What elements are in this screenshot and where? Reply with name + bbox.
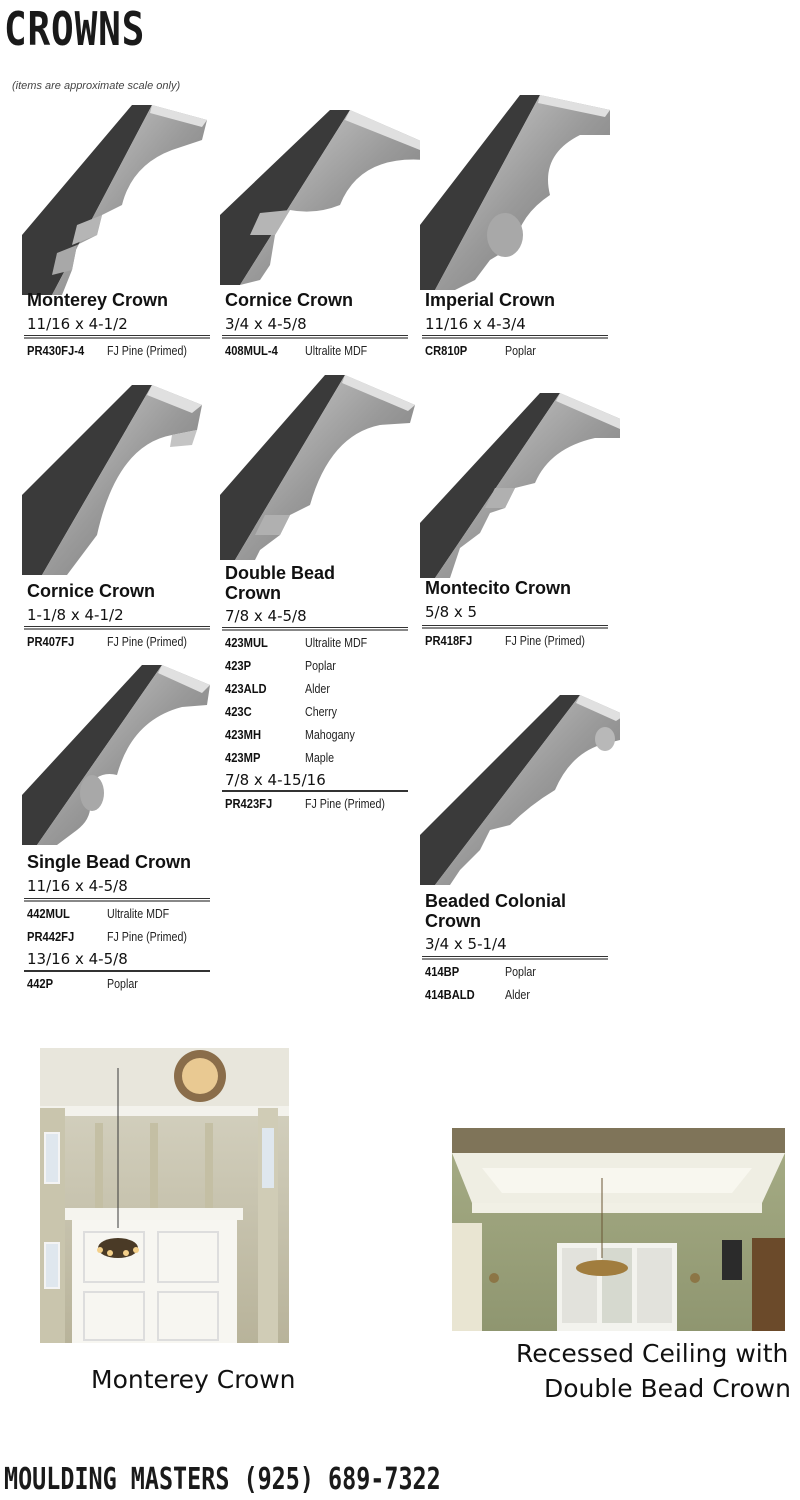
- sku-code: 442P: [27, 976, 54, 991]
- sku-row: [27, 339, 205, 362]
- sku-material: FJ Pine (Primed): [107, 634, 187, 649]
- crown-profile-image: [22, 95, 222, 295]
- sku-row: [225, 339, 381, 362]
- sku-row: [225, 677, 381, 700]
- product-name: Montecito Crown: [425, 578, 571, 598]
- sku-table: [425, 960, 543, 1006]
- sku-code: 423C: [225, 704, 252, 719]
- sku-material: Alder: [305, 681, 330, 696]
- sku-material: Poplar: [505, 343, 536, 358]
- product-size: 3/4 x 5-1/4: [425, 935, 507, 953]
- product-card-single-bead: [22, 665, 222, 1000]
- sku-row: [225, 723, 381, 746]
- sku-material: Maple: [305, 750, 335, 765]
- sku-code: CR810P: [425, 343, 468, 358]
- alt-sku-table: [27, 972, 145, 995]
- product-name: Single Bead Crown: [27, 852, 192, 872]
- product-card-beaded-colonial: [420, 695, 620, 1010]
- sku-code: 442MUL: [27, 906, 70, 921]
- sku-table: [225, 339, 381, 362]
- product-name: Beaded Colonial Crown: [425, 891, 567, 931]
- room-photo-recessed-ceiling: [452, 1128, 785, 1331]
- scale-note: (items are approximate scale only): [12, 80, 181, 92]
- crown-profile-image: [22, 385, 222, 580]
- sku-code: 423P: [225, 658, 252, 673]
- footer-contact: MOULDING MASTERS (925) 689-7322: [4, 1462, 441, 1497]
- product-size: 11/16 x 4-3/4: [425, 315, 526, 333]
- sku-material: Poplar: [305, 658, 336, 673]
- crown-profile-image: [220, 375, 420, 565]
- sku-material: FJ Pine (Primed): [505, 633, 585, 648]
- sku-code: PR430FJ-4: [27, 343, 85, 358]
- sku-material: FJ Pine (Primed): [107, 343, 187, 358]
- sku-code: 408MUL-4: [225, 343, 278, 358]
- sku-material: Cherry: [305, 704, 337, 719]
- product-name: Monterey Crown: [27, 290, 169, 310]
- sku-row: [27, 972, 145, 995]
- crown-profile-image: [420, 695, 620, 885]
- sku-code: 414BP: [425, 964, 460, 979]
- page-title: CROWNS: [4, 2, 146, 56]
- sku-row: [425, 629, 603, 652]
- sku-material: Ultralite MDF: [305, 343, 368, 358]
- sku-row: [225, 654, 381, 677]
- sku-code: 423MUL: [225, 635, 268, 650]
- product-name: Imperial Crown: [425, 290, 556, 310]
- sku-code: 414BALD: [425, 987, 475, 1002]
- sku-material: Poplar: [107, 976, 138, 991]
- sku-material: Mahogany: [305, 727, 355, 742]
- sku-material: Ultralite MDF: [305, 635, 368, 650]
- sku-row: [27, 925, 205, 948]
- sku-row: [225, 746, 381, 769]
- product-card-cornice-2: [22, 385, 222, 655]
- sku-row: [225, 700, 381, 723]
- sku-code: PR418FJ: [425, 633, 473, 648]
- crown-profile-image: [420, 95, 620, 295]
- sku-table: [27, 630, 205, 653]
- sku-material: Alder: [505, 987, 530, 1002]
- crown-profile-image: [420, 393, 620, 578]
- sku-table: [27, 339, 205, 362]
- sku-code: 423MH: [225, 727, 262, 742]
- sku-material: Ultralite MDF: [107, 906, 170, 921]
- product-size: 3/4 x 4-5/8: [225, 315, 307, 333]
- sku-row: [27, 902, 205, 925]
- product-size: 11/16 x 4-1/2: [27, 315, 128, 333]
- photo-caption: Monterey Crown: [91, 1365, 296, 1394]
- product-name: Cornice Crown: [27, 581, 156, 601]
- product-card-cornice: [220, 95, 420, 365]
- sku-code: 423ALD: [225, 681, 267, 696]
- room-photo-monterey: [40, 1048, 289, 1343]
- sku-table: [225, 631, 381, 769]
- product-card-montecito: [420, 393, 620, 653]
- product-name: Cornice Crown: [225, 290, 354, 310]
- product-size: 1-1/8 x 4-1/2: [27, 606, 124, 624]
- product-size: 7/8 x 4-5/8: [225, 607, 307, 625]
- sku-table: [27, 902, 205, 948]
- sku-material: Poplar: [505, 964, 536, 979]
- crown-profile-image: [220, 95, 420, 295]
- alt-product-size: 13/16 x 4-5/8: [27, 950, 128, 968]
- sku-code: PR423FJ: [225, 796, 273, 811]
- sku-table: [425, 339, 543, 362]
- alt-product-size: 7/8 x 4-15/16: [225, 771, 326, 789]
- product-card-double-bead: [220, 375, 420, 815]
- sku-table: [425, 629, 603, 652]
- sku-material: FJ Pine (Primed): [305, 796, 385, 811]
- sku-code: PR442FJ: [27, 929, 75, 944]
- product-card-monterey: [22, 95, 222, 365]
- sku-row: [225, 792, 403, 815]
- crown-profile-image: [22, 665, 222, 850]
- sku-row: [27, 630, 205, 653]
- product-card-imperial: [420, 95, 620, 365]
- sku-row: [425, 960, 543, 983]
- photo-caption-line-2: Double Bead Crown: [544, 1374, 791, 1403]
- sku-material: FJ Pine (Primed): [107, 929, 187, 944]
- alt-sku-table: [225, 792, 403, 815]
- product-size: 11/16 x 4-5/8: [27, 877, 128, 895]
- product-size: 5/8 x 5: [425, 603, 478, 621]
- sku-row: [425, 339, 543, 362]
- sku-code: 423MP: [225, 750, 261, 765]
- product-name: Double Bead Crown: [225, 563, 336, 603]
- sku-row: [425, 983, 543, 1006]
- photo-caption-line-1: Recessed Ceiling with: [516, 1339, 789, 1368]
- sku-row: [225, 631, 381, 654]
- sku-code: PR407FJ: [27, 634, 75, 649]
